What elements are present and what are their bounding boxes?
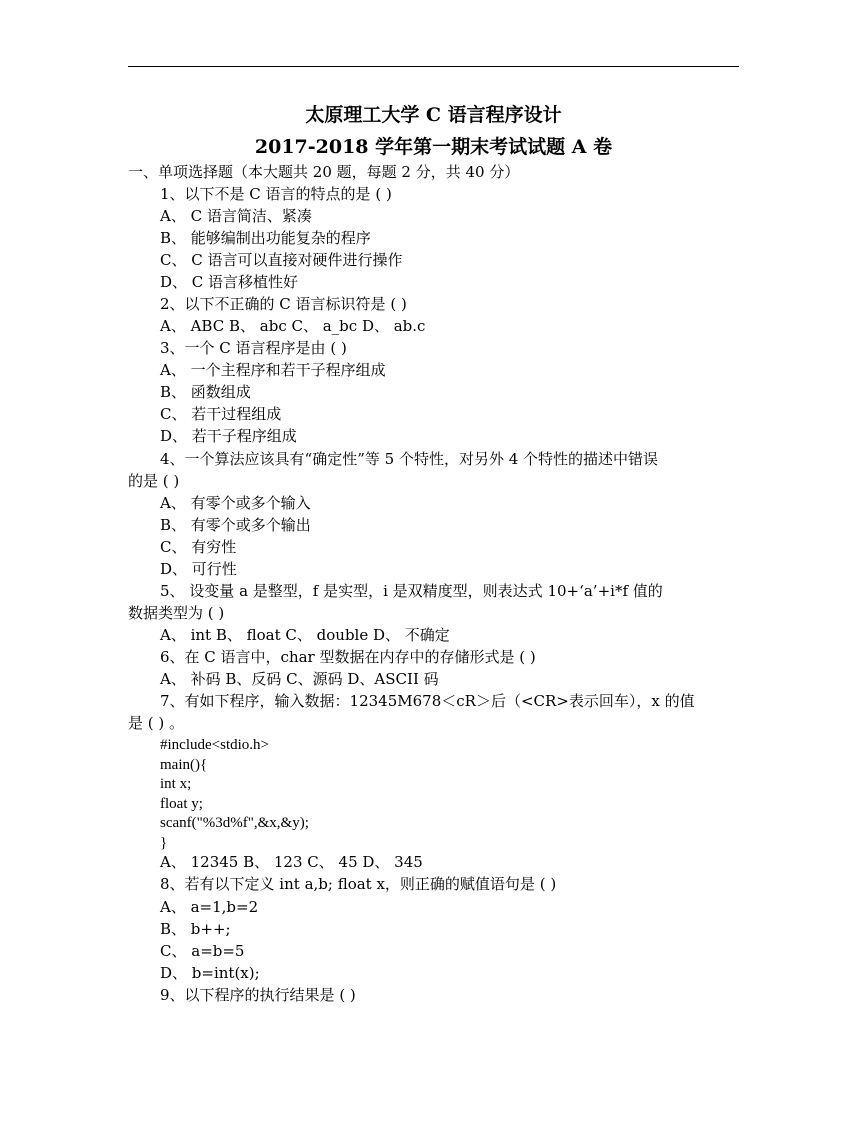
question-5-stem-line2: 数据类型为 ( ) [128, 604, 225, 622]
question-8-option-c: C、 a=b=5 [160, 942, 245, 960]
header-rule [128, 66, 739, 67]
question-7-code-line: float y; [160, 796, 203, 812]
question-5-options: A、 int B、 float C、 double D、 不确定 [160, 626, 450, 644]
question-7-stem-line1: 7、有如下程序，输入数据：12345M678＜cR＞后（<CR>表示回车），x 的值 [160, 692, 695, 710]
question-7-stem-line2: 是 ( ) 。 [128, 714, 185, 732]
question-8-stem: 8、若有以下定义 int a,b; float x，则正确的赋值语句是 ( ) [160, 875, 557, 893]
question-2-options: A、 ABC B、 abc C、 a_bc D、 ab.c [160, 317, 426, 335]
question-7-code-line: main(){ [160, 757, 208, 773]
question-8-option-d: D、 b=int(x); [160, 964, 260, 982]
question-7-code-line: int x; [160, 776, 192, 792]
question-3-option-d: D、 若干子程序组成 [160, 427, 297, 445]
section-heading: 一、单项选择题（本大题共 20 题，每题 2 分，共 40 分） [128, 163, 520, 181]
question-7-code-line: scanf("%3d%f",&x,&y); [160, 815, 309, 831]
question-3-option-b: B、 函数组成 [160, 383, 251, 401]
question-2-stem: 2、以下不正确的 C 语言标识符是 ( ) [160, 295, 407, 313]
question-4-option-a: A、 有零个或多个输入 [160, 494, 311, 512]
exam-title-line2: 2017-2018 学年第一期末考试试题 A 卷 [254, 136, 613, 158]
question-3-option-a: A、 一个主程序和若干子程序组成 [160, 361, 386, 379]
question-3-option-c: C、 若干过程组成 [160, 405, 282, 423]
question-4-option-d: D、 可行性 [160, 560, 237, 578]
question-4-option-b: B、 有零个或多个输出 [160, 516, 311, 534]
question-7-code-line: #include<stdio.h> [160, 737, 269, 753]
question-1-option-b: B、 能够编制出功能复杂的程序 [160, 229, 371, 247]
question-7-options: A、 12345 B、 123 C、 45 D、 345 [160, 853, 423, 871]
question-1-option-c: C、 C 语言可以直接对硬件进行操作 [160, 251, 403, 269]
question-4-stem-line1: 4、一个算法应该具有“确定性”等 5 个特性，对另外 4 个特性的描述中错误 [160, 450, 659, 468]
question-1-stem: 1、以下不是 C 语言的特点的是 ( ) [160, 185, 392, 203]
question-8-option-a: A、 a=1,b=2 [160, 898, 259, 916]
question-1-option-a: A、 C 语言简洁、紧凑 [160, 207, 312, 225]
exam-title-line1: 太原理工大学 C 语言程序设计 [305, 104, 562, 126]
question-9-stem: 9、以下程序的执行结果是 ( ) [160, 986, 356, 1004]
question-6-options: A、 补码 B、反码 C、源码 D、ASCII 码 [160, 670, 439, 688]
question-4-option-c: C、 有穷性 [160, 538, 237, 556]
question-4-stem-line2: 的是 ( ) [128, 472, 180, 490]
question-8-option-b: B、 b++; [160, 920, 231, 938]
question-1-option-d: D、 C 语言移植性好 [160, 273, 299, 291]
question-5-stem-line1: 5、 设变量 a 是整型，f 是实型，i 是双精度型，则表达式 10+‘a’+i*f 值的 [160, 582, 663, 600]
question-7-code-line: } [160, 835, 168, 851]
question-3-stem: 3、一个 C 语言程序是由 ( ) [160, 339, 347, 357]
question-6-stem: 6、在 C 语言中，char 型数据在内存中的存储形式是 ( ) [160, 648, 536, 666]
